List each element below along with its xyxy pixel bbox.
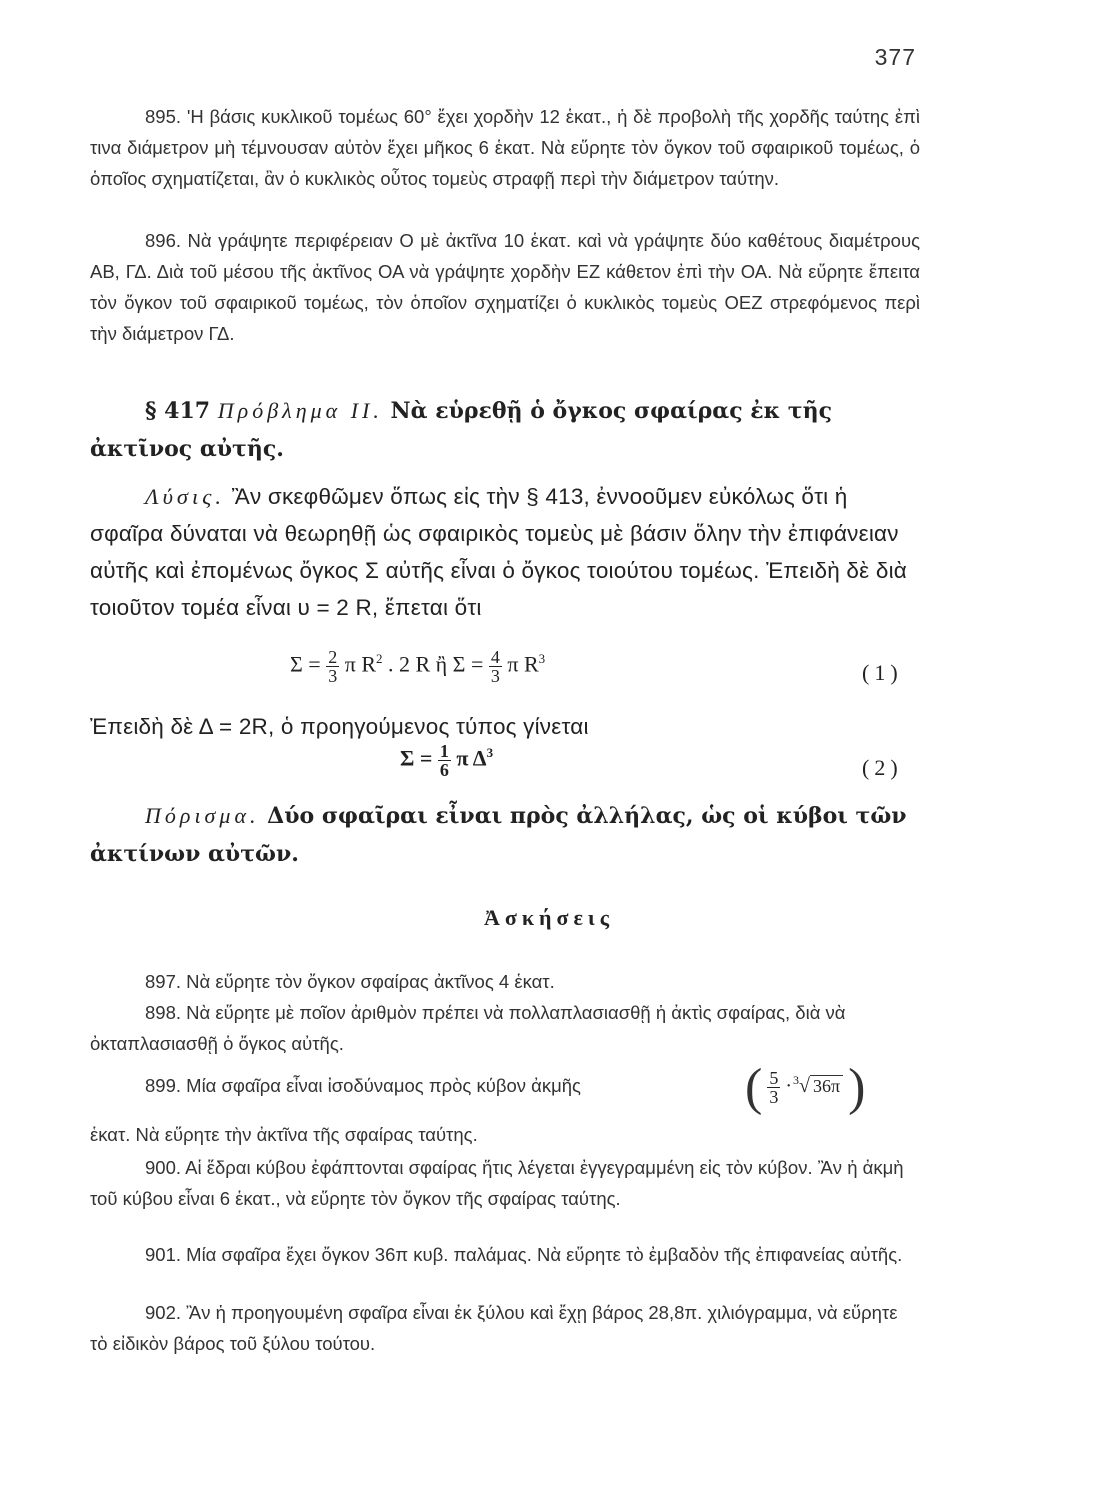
root-index: 3 (793, 1073, 799, 1088)
numerator: 5 (769, 1068, 779, 1088)
section-heading (90, 392, 920, 468)
formula-2 (400, 742, 493, 779)
denominator: 6 (439, 760, 449, 780)
exercise-text: Αἱ ἕδραι κύβου ἐφάπτονται σφαίρας ἥτις λέγεται ἐγγεγραμμένη εἰς τὸν κύβον. Ἂν ἡ ἀκμὴ τοῦ κύβου εἶναι 6 ἑκατ., νὰ εὕρητε τὸν ὄγκον τῆς σφαίρας ταύτης. (90, 1157, 904, 1209)
since-line: Ἐπειδὴ δὲ Δ = 2R, ὁ προηγούμενος τύπος γίνεται (90, 714, 589, 739)
denominator: 3 (328, 666, 338, 686)
exercise-number: 895. (145, 106, 182, 127)
formula-term: . 2 R ἢ Σ = (388, 651, 484, 677)
exponent: 3 (538, 651, 546, 667)
multiply-dot: · (785, 1075, 792, 1098)
solution-text: Ἂν σκεφθῶμεν ὅπως εἰς τὴν § 413, ἐννοοῦμεν εὐκόλως ὅτι ἡ σφαῖρα δύναται νὰ θεωρηθῇ ὡς σφαιρικὸς τομεὺς μὲ βάσιν ὅλην τὴν ἐπιφάνειαν αὐτῆς καὶ ἐπομένως ὄγκος Σ αὐτῆς εἶναι ὁ ὄγκος τοιούτου τομέως. Ἐπειδὴ δὲ διὰ τοιοῦτον τομέα εἶναι υ = 2 R, ἔπεται ὅτι (90, 484, 907, 620)
exercise-text: 'Η βάσις κυκλικοῦ τομέως 60° ἔχει χορδὴν 12 ἑκατ., ἡ δὲ προβολὴ τῆς χορδῆς ταύτης ἐπὶ τινα διάμετρον μὴ τέμνουσαν αὐτὸν ἔχει μῆκος 6 ἑκατ. Νὰ εὕρητε τὸν ὄγκον τοῦ σφαιρικοῦ τομέως, ὁ ὁποῖος σχηματίζεται, ἂν ὁ κυκλικὸς οὗτος τομεὺς στραφῇ περὶ τὴν διάμετρον ταύτην. (90, 106, 920, 189)
section-symbol: § 417 (145, 398, 211, 424)
exercises-title: Ἀσκήσεις (483, 905, 615, 930)
exercise-number: 897. (145, 971, 182, 992)
formula-lhs: Σ = (400, 745, 433, 771)
exercise-number: 900. (145, 1157, 182, 1178)
exercise-number: 902. (145, 1302, 182, 1323)
section-title: Νὰ εὑρεθῇ ὁ ὄγκος σφαίρας ἐκ τῆς ἀκτῖνος αὐτῆς. (90, 398, 832, 462)
solution-label: Λύσις. (145, 484, 226, 509)
exercise-898 (90, 997, 920, 1059)
formula-1 (290, 648, 545, 685)
fraction (489, 648, 502, 685)
exercise-897 (90, 966, 920, 997)
exercise-text: Νὰ εὕρητε μὲ ποῖον ἀριθμὸν πρέπει νὰ πολλαπλασιασθῇ ἡ ἀκτὶς σφαίρας, διὰ νὰ ὀκταπλασιασθῇ ὁ ὄγκος αὐτῆς. (90, 1002, 846, 1054)
denominator: 3 (769, 1087, 779, 1107)
radical-sign: √ (799, 1075, 810, 1098)
exponent: 2 (376, 651, 383, 667)
fraction (438, 742, 451, 779)
page-number: 377 (874, 44, 916, 70)
exercise-901 (90, 1239, 920, 1270)
fraction (326, 648, 339, 685)
exercise-text: Νὰ εὕρητε τὸν ὄγκον σφαίρας ἀκτῖνος 4 ἑκατ. (186, 971, 555, 992)
exercise-902 (90, 1297, 920, 1359)
radicand: 36π (810, 1075, 843, 1096)
exercise-text: Νὰ γράψητε περιφέρειαν Ο μὲ ἀκτῖνα 10 ἑκατ. καὶ νὰ γράψητε δύο καθέτους διαμέτρους ΑΒ, ΓΔ. Διὰ τοῦ μέσου τῆς ἀκτῖνος ΟΑ νὰ γράψητε χορδὴν ΕΖ κάθετον ἐπὶ τὴν ΟΑ. Νὰ εὕρητε ἔπειτα τὸν ὄγκον τοῦ σφαιρικοῦ τομέως, τὸν ὁποῖον σχηματίζει ὁ κυκλικὸς τομεὺς ΟΕΖ στρεφόμενος περὶ τὴν διάμετρον ΓΔ. (90, 230, 920, 344)
paren-left: ( (745, 1059, 763, 1116)
equation-number: (1) (862, 660, 903, 685)
exercise-text: Μία σφαῖρα ἔχει ὄγκον 36π κυβ. παλάμας. Νὰ εὕρητε τὸ ἐμβαδὸν τῆς ἐπιφανείας αὐτῆς. (186, 1244, 903, 1265)
formula-term: π R (507, 651, 539, 677)
exercise-text: Μία σφαῖρα εἶναι ἰσοδύναμος πρὸς κύβον ἀκμῆς (186, 1075, 581, 1096)
exercise-number: 898. (145, 1002, 182, 1023)
denominator: 3 (490, 666, 500, 686)
numerator: 4 (490, 647, 500, 667)
formula-term: π Δ (456, 745, 487, 771)
numerator: 1 (439, 741, 449, 761)
exercise-number: 899. (145, 1075, 182, 1096)
numerator: 2 (328, 647, 338, 667)
solution-paragraph (90, 478, 920, 626)
edge-expression (745, 1058, 865, 1117)
corollary-text: Δύο σφαῖραι εἶναι πρὸς ἀλλήλας, ὡς οἱ κύβοι τῶν ἀκτίνων αὐτῶν. (90, 803, 907, 867)
exercise-number: 901. (145, 1244, 182, 1265)
corollary (90, 797, 920, 873)
exponent: 3 (486, 745, 494, 761)
exercise-number: 896. (145, 230, 182, 251)
formula-lhs: Σ = (290, 651, 321, 677)
formula-term: π R (344, 651, 376, 677)
exercise-text: Ἂν ἡ προηγουμένη σφαῖρα εἶναι ἐκ ξύλου καὶ ἔχῃ βάρος 28,8π. χιλιόγραμμα, νὰ εὕρητε τὸ εἰδικὸν βάρος τοῦ ξύλου τούτου. (90, 1302, 898, 1354)
exercise-896 (90, 225, 920, 349)
fraction (767, 1069, 780, 1106)
corollary-label: Πόρισμα. (145, 803, 260, 828)
equation-number: (2) (862, 755, 903, 780)
exercise-895 (90, 101, 920, 194)
paren-right: ) (848, 1059, 866, 1116)
exercise-900 (90, 1152, 920, 1214)
problem-label: Πρόβλημα ΙΙ. (217, 398, 383, 423)
exercise-text-tail: ἑκατ. Νὰ εὕρητε τὴν ἀκτῖνα τῆς σφαίρας ταύτης. (90, 1124, 478, 1145)
